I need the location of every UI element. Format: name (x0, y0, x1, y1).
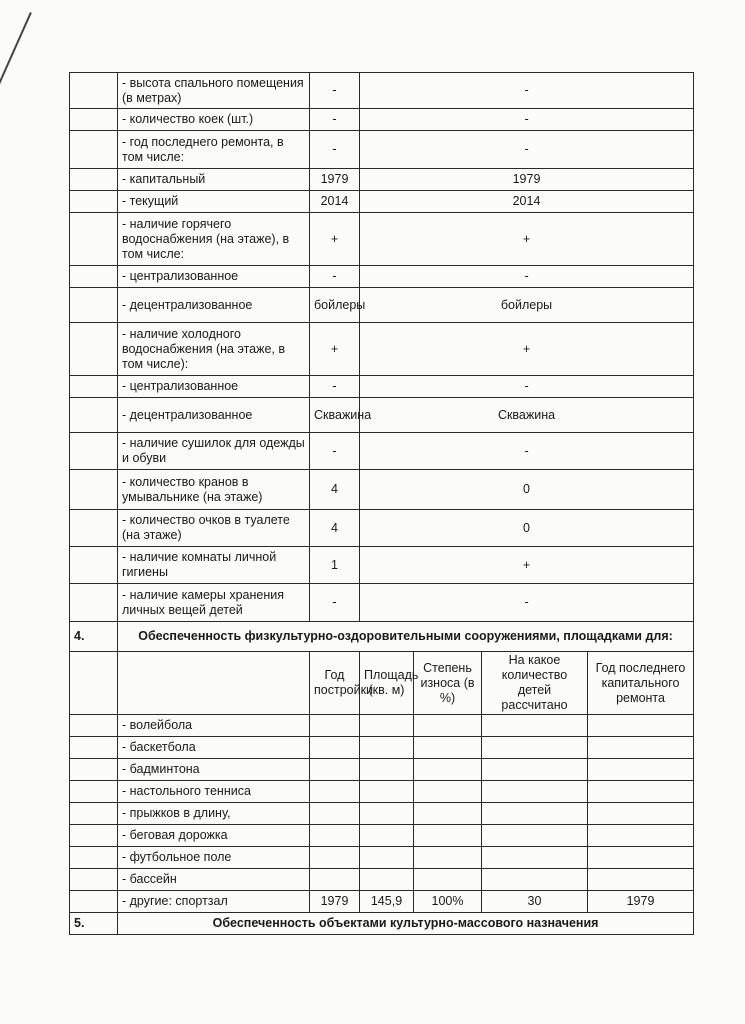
row-value-2: - (360, 433, 694, 470)
row-value-1: 1 (310, 547, 360, 584)
table-row (70, 131, 694, 169)
column-header: Степень износа (в %) (414, 652, 482, 715)
facility-value (310, 759, 360, 781)
row-label: - децентрализованное (118, 398, 310, 433)
facility-value (588, 847, 694, 869)
document-table (69, 72, 694, 935)
row-number-cell (70, 652, 118, 715)
row-value-2: 2014 (360, 191, 694, 213)
row-value-2: - (360, 131, 694, 169)
facility-value: 100% (414, 891, 482, 913)
facility-value (414, 715, 482, 737)
facility-label: - беговая дорожка (118, 825, 310, 847)
facility-label: - другие: спортзал (118, 891, 310, 913)
scan-mark (0, 12, 32, 122)
facility-value (360, 803, 414, 825)
facility-value: 145,9 (360, 891, 414, 913)
facility-value (482, 737, 588, 759)
row-value-1: 4 (310, 510, 360, 547)
row-number-cell (70, 715, 118, 737)
row-label: - количество кранов в умывальнике (на этаже) (118, 470, 310, 510)
row-value-2: 0 (360, 510, 694, 547)
row-number-cell (70, 510, 118, 547)
row-value-1: + (310, 213, 360, 266)
facility-value (310, 803, 360, 825)
column-header: На какое количество детей рассчитано (482, 652, 588, 715)
row-label: - количество коек (шт.) (118, 109, 310, 131)
row-value-1: 4 (310, 470, 360, 510)
row-label: - год последнего ремонта, в том числе: (118, 131, 310, 169)
row-number-cell (70, 398, 118, 433)
row-value-2: 0 (360, 470, 694, 510)
row-value-2: - (360, 376, 694, 398)
row-value-2: Скважина (360, 398, 694, 433)
row-number-cell (70, 73, 118, 109)
table-row (70, 169, 694, 191)
facility-value: 1979 (588, 891, 694, 913)
row-value-2: + (360, 213, 694, 266)
row-number-cell (70, 470, 118, 510)
row-number-cell (70, 288, 118, 323)
facility-value (588, 825, 694, 847)
row-number-cell (70, 869, 118, 891)
row-number-cell (70, 433, 118, 470)
facility-value (360, 715, 414, 737)
table-row (70, 213, 694, 266)
column-header: Площадь (кв. м) (360, 652, 414, 715)
facility-label: - бассейн (118, 869, 310, 891)
row-number-cell (70, 803, 118, 825)
facility-value: 30 (482, 891, 588, 913)
row-value-1: 2014 (310, 191, 360, 213)
row-label: - наличие холодного водоснабжения (на этаже, в том числе): (118, 323, 310, 376)
row-number-cell (70, 376, 118, 398)
table-row (70, 470, 694, 510)
row-label: - высота спального помещения (в метрах) (118, 73, 310, 109)
row-value-2: 1979 (360, 169, 694, 191)
facility-label: - настольного тенниса (118, 781, 310, 803)
row-value-1: бойлеры (310, 288, 360, 323)
facility-value (414, 847, 482, 869)
facility-value (482, 715, 588, 737)
facility-value (588, 803, 694, 825)
facility-label: - баскетбола (118, 737, 310, 759)
facility-row (70, 737, 694, 759)
row-value-2: + (360, 547, 694, 584)
facility-value (310, 869, 360, 891)
facility-value (360, 869, 414, 891)
table-row (70, 109, 694, 131)
facility-row (70, 825, 694, 847)
facility-row (70, 869, 694, 891)
facility-label: - волейбола (118, 715, 310, 737)
row-label: - наличие сушилок для одежды и обуви (118, 433, 310, 470)
facility-value (310, 781, 360, 803)
row-label: - наличие камеры хранения личных вещей детей (118, 584, 310, 622)
row-number-cell (70, 213, 118, 266)
row-number-cell (70, 584, 118, 622)
row-value-1: 1979 (310, 169, 360, 191)
table-row (70, 323, 694, 376)
facility-label: - футбольное поле (118, 847, 310, 869)
facility-value (482, 825, 588, 847)
row-value-1: - (310, 109, 360, 131)
facility-value (588, 737, 694, 759)
row-label: - текущий (118, 191, 310, 213)
facility-value (310, 737, 360, 759)
row-label: - капитальный (118, 169, 310, 191)
row-number-cell (70, 891, 118, 913)
section-5-row (70, 913, 694, 935)
row-value-1: - (310, 433, 360, 470)
facility-value (414, 737, 482, 759)
table-row (70, 510, 694, 547)
facility-row (70, 803, 694, 825)
row-number-cell (70, 737, 118, 759)
row-value-2: бойлеры (360, 288, 694, 323)
facility-value (414, 825, 482, 847)
row-value-1: - (310, 376, 360, 398)
row-value-2: - (360, 73, 694, 109)
row-label: - централизованное (118, 376, 310, 398)
table-row (70, 398, 694, 433)
table-row (70, 547, 694, 584)
facility-value (588, 869, 694, 891)
row-label: - наличие горячего водоснабжения (на этаже), в том числе: (118, 213, 310, 266)
row-value-2: - (360, 109, 694, 131)
facility-value (588, 715, 694, 737)
facility-value (360, 759, 414, 781)
table-row (70, 433, 694, 470)
facility-value (360, 825, 414, 847)
row-value-1: - (310, 131, 360, 169)
row-number-cell (70, 547, 118, 584)
facility-header-row (70, 652, 694, 715)
section-title: Обеспеченность физкультурно-оздоровительными сооружениями, площадками для: (118, 622, 694, 652)
facility-value (310, 847, 360, 869)
table-row (70, 191, 694, 213)
row-label: - децентрализованное (118, 288, 310, 323)
column-header: Год последнего капитального ремонта (588, 652, 694, 715)
table-row (70, 73, 694, 109)
facility-label: - прыжков в длину, (118, 803, 310, 825)
facility-value (482, 759, 588, 781)
facility-value (482, 869, 588, 891)
row-number-cell (70, 131, 118, 169)
facility-value (360, 847, 414, 869)
facility-row (70, 759, 694, 781)
facility-value (310, 825, 360, 847)
row-label: - централизованное (118, 266, 310, 288)
column-header: Год постройки (310, 652, 360, 715)
facility-value (414, 803, 482, 825)
facility-value (360, 781, 414, 803)
row-number-cell (70, 191, 118, 213)
facility-row (70, 891, 694, 913)
facility-row (70, 781, 694, 803)
facility-value (360, 737, 414, 759)
row-label: - наличие комнаты личной гигиены (118, 547, 310, 584)
facility-value (414, 759, 482, 781)
row-value-2: - (360, 584, 694, 622)
table-row (70, 288, 694, 323)
row-value-1: Скважина (310, 398, 360, 433)
facility-value (482, 781, 588, 803)
header-label-cell (118, 652, 310, 715)
row-number-cell (70, 109, 118, 131)
row-number-cell (70, 266, 118, 288)
row-value-1: - (310, 584, 360, 622)
section-number: 4. (70, 622, 118, 652)
facility-value (414, 781, 482, 803)
row-number-cell (70, 781, 118, 803)
facility-value: 1979 (310, 891, 360, 913)
facility-value (310, 715, 360, 737)
facility-label: - бадминтона (118, 759, 310, 781)
facility-value (414, 869, 482, 891)
section-number: 5. (70, 913, 118, 935)
row-number-cell (70, 847, 118, 869)
row-number-cell (70, 169, 118, 191)
facility-value (588, 759, 694, 781)
row-number-cell (70, 759, 118, 781)
row-value-1: + (310, 323, 360, 376)
row-value-2: + (360, 323, 694, 376)
table-row (70, 266, 694, 288)
section-4-row (70, 622, 694, 652)
facility-value (482, 803, 588, 825)
row-value-1: - (310, 73, 360, 109)
facility-value (588, 781, 694, 803)
row-value-2: - (360, 266, 694, 288)
row-number-cell (70, 323, 118, 376)
table-row (70, 584, 694, 622)
facility-row (70, 715, 694, 737)
section-title: Обеспеченность объектами культурно-массового назначения (118, 913, 694, 935)
table-row (70, 376, 694, 398)
row-number-cell (70, 825, 118, 847)
facility-value (482, 847, 588, 869)
facility-row (70, 847, 694, 869)
row-label: - количество очков в туалете (на этаже) (118, 510, 310, 547)
row-value-1: - (310, 266, 360, 288)
